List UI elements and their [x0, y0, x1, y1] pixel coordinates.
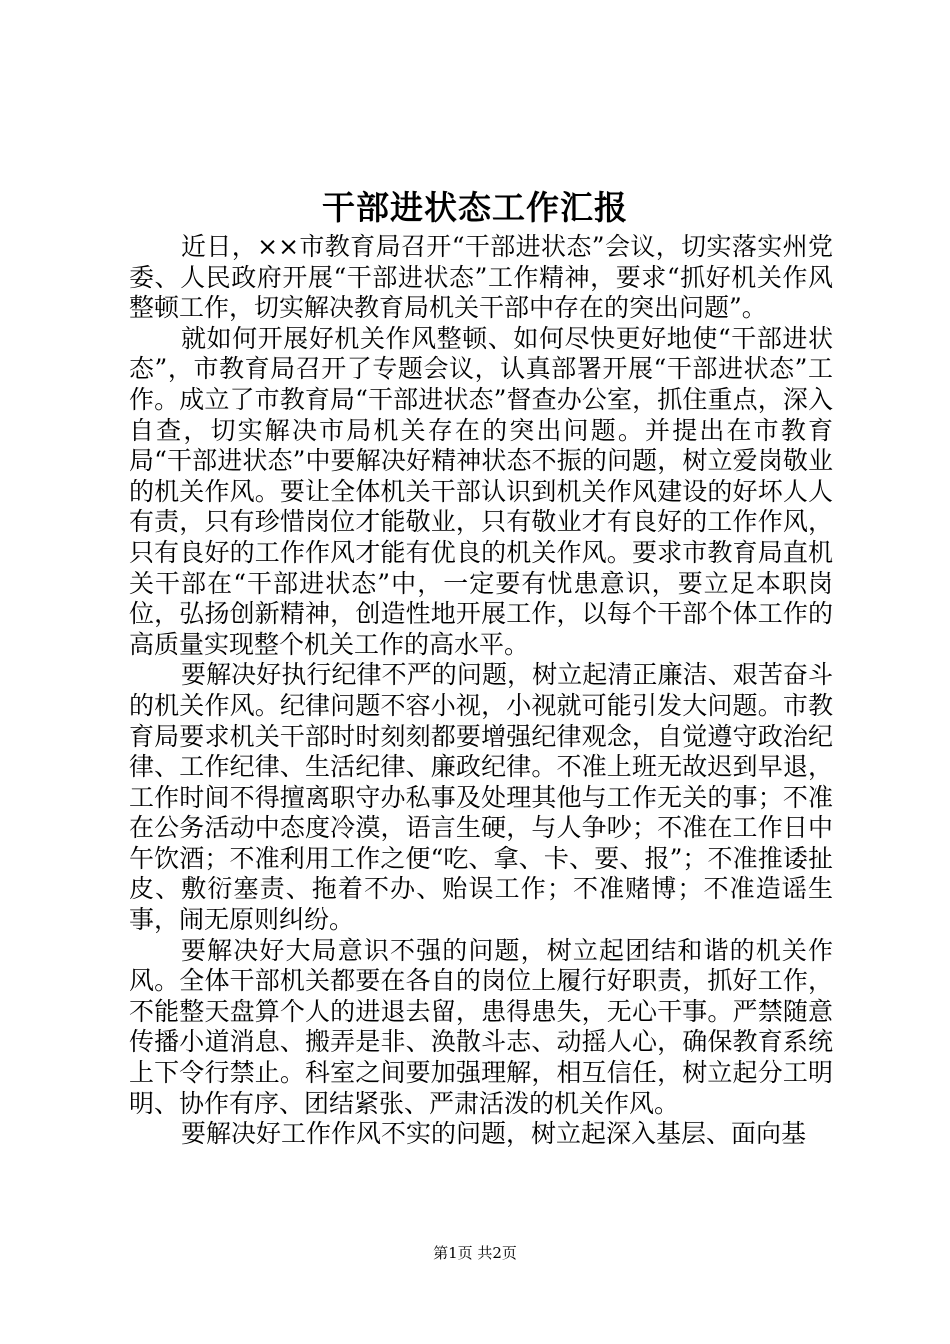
paragraph: 近日，××市教育局召开“干部进状态”会议，切实落实州党委、人民政府开展“干部进状态”工作精神，要求“抓好机关作风整顿工作，切实解决教育局机关干部中存在的突出问题”。: [129, 232, 833, 323]
document-title: 干部进状态工作汇报: [322, 188, 628, 227]
document-body: [129, 232, 833, 1150]
paragraph: 要解决好工作作风不实的问题，树立起深入基层、面向基: [181, 1119, 807, 1149]
page-number-footer: 第1页 共2页: [433, 1244, 517, 1262]
paragraph: 就如何开展好机关作风整顿、如何尽快更好地使“干部进状态”，市教育局召开了专题会议，认真部署开展“干部进状态”工作。成立了市教育局“干部进状态”督查办公室，抓住重点，深入自查，切实解决市局机关存在的突出问题。并提出在市教育局“干部进状态”中要解决好精神状态不振的问题，树立爱岗敬业的机关作风。要让全体机关干部认识到机关作风建设的好坏人人有责，只有珍惜岗位才能敬业，只有敬业才有良好的工作作风，只有良好的工作作风才能有优良的机关作风。要求市教育局直机关干部在“干部进状态”中，一定要有忧患意识，要立足本职岗位，弘扬创新精神，创造性地开展工作，以每个干部个体工作的高质量实现整个机关工作的高水平。: [129, 323, 833, 659]
paragraph: 要解决好大局意识不强的问题，树立起团结和谐的机关作风。全体干部机关都要在各自的岗位上履行好职责，抓好工作，不能整天盘算个人的进退去留，患得患失，无心干事。严禁随意传播小道消息、搬弄是非、涣散斗志、动摇人心，确保教育系统上下令行禁止。科室之间要加强理解，相互信任，树立起分工明明、协作有序、团结紧张、严肃活泼的机关作风。: [129, 935, 833, 1118]
paragraph: 要解决好执行纪律不严的问题，树立起清正廉洁、艰苦奋斗的机关作风。纪律问题不容小视，小视就可能引发大问题。市教育局要求机关干部时时刻刻都要增强纪律观念，自觉遵守政治纪律、工作纪律、生活纪律、廉政纪律。不准上班无故迟到早退，工作时间不得擅离职守办私事及处理其他与工作无关的事；不准在公务活动中态度冷漠，语言生硬，与人争吵；不准在工作日中午饮酒；不准利用工作之便“吃、拿、卡、要、报”；不准推诿扯皮、敷衍塞责、拖着不办、贻误工作；不准赌博；不准造谣生事，闹无原则纠纷。: [129, 660, 833, 935]
